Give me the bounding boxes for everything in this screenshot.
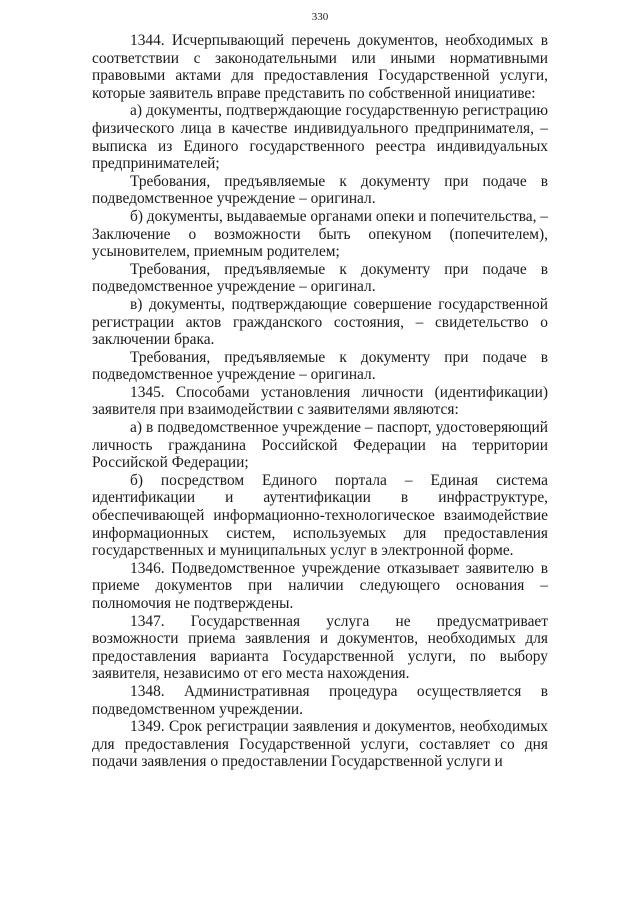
paragraph-1346: 1346. Подведомственное учреждение отказывает заявителю в приеме документов при наличии следующего основания – полномочия не подтверждены. (92, 559, 548, 612)
paragraph-1344-a: а) документы, подтверждающие государственную регистрацию физического лица в качестве индивидуального предпринимателя, – выписка из Единого государственного реестра индивидуальных предпринимателей; (92, 102, 548, 173)
paragraph-1345-a: а) в подведомственное учреждение – паспорт, удостоверяющий личность гражданина Российской Федерации на территории Российской Федерации; (92, 419, 548, 472)
document-body (92, 32, 548, 771)
paragraph-1348: 1348. Административная процедура осуществляется в подведомственном учреждении. (92, 682, 548, 718)
paragraph-1344-v: в) документы, подтверждающие совершение государственной регистрации актов гражданского состояния, – свидетельство о заключении брака. (92, 295, 548, 349)
paragraph-1347: 1347. Государственная услуга не предусматривает возможности приема заявления и документов, необходимых для предоставления варианта Государственной услуги, по выбору заявителя, независимо от его места нахождения. (92, 612, 548, 683)
page-number: 330 (311, 11, 329, 23)
paragraph-requirements: Требования, предъявляемые к документу при подаче в подведомственное учреждение – оригинал. (92, 172, 548, 208)
paragraph-requirements: Требования, предъявляемые к документу при подаче в подведомственное учреждение – оригинал. (92, 348, 548, 384)
paragraph-1344: 1344. Исчерпывающий перечень документов, необходимых в соответствии с законодательными или иными нормативными правовыми актами для предоставления Государственной услуги, которые заявитель вправе представить по собственной инициативе: (92, 32, 548, 102)
paragraph-1349: 1349. Срок регистрации заявления и документов, необходимых для предоставления Государственной услуги, составляет со дня подачи заявления о предоставлении Государственной услуги и (92, 718, 548, 771)
paragraph-1345: 1345. Способами установления личности (идентификации) заявителя при взаимодействии с заявителями являются: (92, 383, 548, 419)
paragraph-1344-b: б) документы, выдаваемые органами опеки и попечительства, – Заключение о возможности быть опекуном (попечителем), усыновителем, приемным родителем; (92, 207, 548, 261)
paragraph-requirements: Требования, предъявляемые к документу при подаче в подведомственное учреждение – оригинал. (92, 260, 548, 296)
paragraph-1345-b: б) посредством Единого портала – Единая система идентификации и аутентификации в инфраструктуре, обеспечивающей информационно-технологическое взаимодействие информационных систем, используемых для предоставления государственных и муниципальных услуг в электронной форме. (92, 471, 548, 560)
